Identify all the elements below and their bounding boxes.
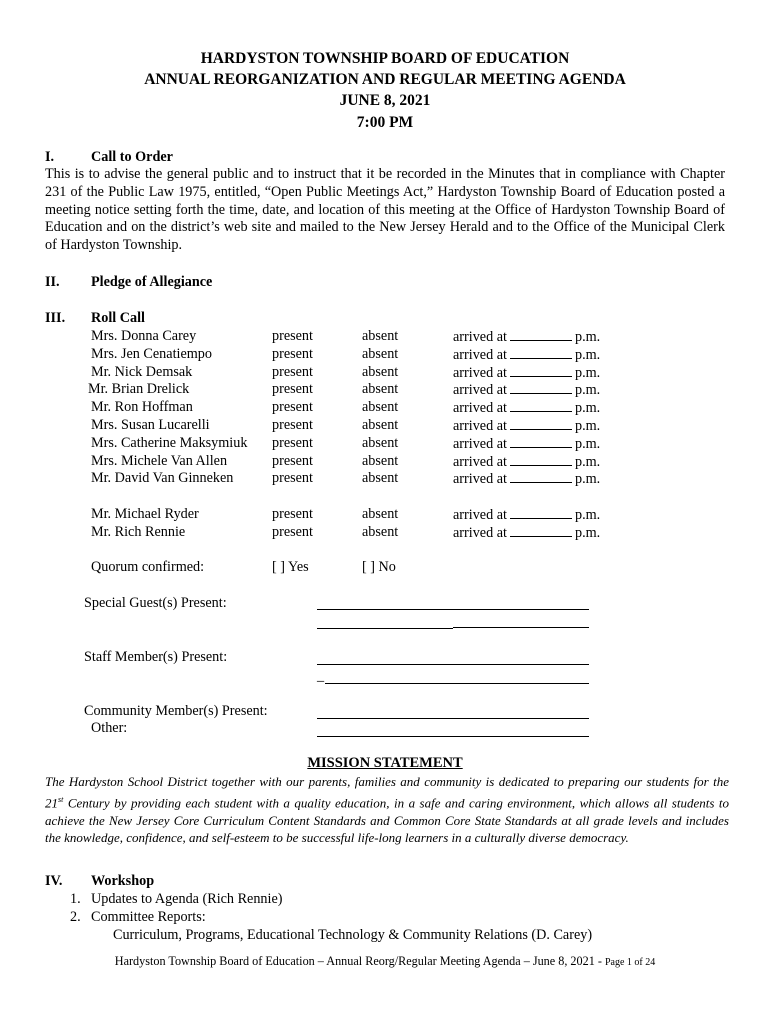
absent-option: absent — [362, 506, 399, 522]
present-option: present — [272, 417, 313, 433]
absent-option: absent — [362, 524, 399, 540]
special-guests-line — [453, 627, 589, 628]
present-option: present — [272, 381, 313, 398]
section-4-number: IV. — [45, 873, 63, 889]
present-option: present — [272, 524, 313, 540]
member-name: Mr. David Van Ginneken — [91, 470, 234, 487]
staff-members-line — [325, 683, 589, 684]
workshop-item-number: 1. — [70, 891, 81, 907]
absent-option: absent — [362, 452, 399, 469]
absent-option: absent — [362, 345, 399, 362]
quorum-no: [ ] No — [362, 559, 396, 575]
member-name: Mr. Ron Hoffman — [91, 399, 193, 416]
community-members-label: Community Member(s) Present: — [84, 703, 268, 719]
workshop-item-text: Committee Reports: — [91, 909, 206, 925]
present-option: present — [272, 328, 313, 344]
member-name: Mr. Nick Demsak — [91, 363, 193, 380]
meeting-date: JUNE 8, 2021 — [339, 92, 431, 109]
present-option: present — [272, 345, 313, 362]
arrived-at-field: arrived at p.m. — [453, 346, 601, 363]
arrived-at-field: arrived at p.m. — [453, 364, 601, 381]
special-guests-line — [317, 628, 453, 629]
arrived-at-field: arrived at p.m. — [453, 382, 601, 399]
section-1-title: Call to Order — [91, 149, 173, 165]
staff-members-line-prefix: _ — [317, 668, 325, 684]
special-guests-line — [317, 609, 453, 610]
member-name: Mrs. Susan Lucarelli — [91, 417, 210, 433]
arrived-at-field: arrived at p.m. — [453, 507, 601, 523]
mission-statement-title: MISSION STATEMENT — [307, 755, 463, 771]
meeting-time: 7:00 PM — [356, 114, 414, 131]
section-2-title: Pledge of Allegiance — [91, 274, 213, 290]
quorum-label: Quorum confirmed: — [91, 559, 205, 575]
present-option: present — [272, 470, 313, 487]
section-2-number: II. — [45, 274, 60, 290]
community-members-line — [317, 718, 589, 719]
arrived-at-field: arrived at p.m. — [453, 329, 601, 345]
quorum-yes: [ ] Yes — [272, 559, 309, 575]
staff-members-line — [317, 664, 589, 665]
present-option: present — [272, 399, 313, 416]
absent-option: absent — [362, 328, 399, 344]
present-option: present — [272, 434, 313, 451]
staff-members-label: Staff Member(s) Present: — [84, 649, 228, 665]
arrived-at-field: arrived at p.m. — [453, 418, 601, 434]
workshop-item-text: Updates to Agenda (Rich Rennie) — [91, 891, 283, 907]
absent-option: absent — [362, 363, 399, 380]
other-line — [317, 736, 589, 737]
present-option: present — [272, 506, 313, 522]
section-3-title: Roll Call — [91, 310, 145, 326]
member-name: Mr. Michael Ryder — [91, 506, 199, 522]
member-name: Mr. Brian Drelick — [88, 381, 190, 398]
page-number: Page 1 of 24 — [604, 957, 656, 968]
absent-option: absent — [362, 399, 399, 416]
absent-option: absent — [362, 381, 399, 398]
present-option: present — [272, 452, 313, 469]
member-name: Mrs. Catherine Maksymiuk — [91, 434, 248, 451]
member-name: Mr. Rich Rennie — [91, 524, 186, 540]
member-name: Mrs. Donna Carey — [91, 328, 197, 344]
member-name: Mrs. Michele Van Allen — [91, 452, 228, 469]
absent-option: absent — [362, 470, 399, 487]
arrived-at-field: arrived at p.m. — [453, 453, 601, 470]
workshop-item-number: 2. — [70, 909, 81, 925]
section-3-number: III. — [45, 310, 66, 326]
arrived-at-field: arrived at p.m. — [453, 525, 601, 541]
other-label: Other: — [91, 720, 128, 736]
section-4-title: Workshop — [91, 873, 155, 889]
present-option: present — [272, 363, 313, 380]
title-line-2: ANNUAL REORGANIZATION AND REGULAR MEETING AGENDA — [144, 71, 626, 88]
title-line-1: HARDYSTON TOWNSHIP BOARD OF EDUCATION — [200, 50, 570, 67]
special-guests-label: Special Guest(s) Present: — [84, 595, 227, 611]
arrived-at-field: arrived at p.m. — [453, 435, 601, 452]
absent-option: absent — [362, 434, 399, 451]
mission-statement-text: The Hardyston School District together with our parents, families and community is dedicated to preparing our students for the 21st Century by providing each student with a quality education, in a safe and caring environment, which allows all students to achieve the New Jersey Core Curriculum Content Standards and Common Core State Standards at all grade levels and includes the knowledge, confidence, and self-esteem to be successful life-long learners in a culturally diverse democracy. — [45, 774, 729, 846]
call-to-order-text: This is to advise the general public and to instruct that it be recorded in the Minutes that in compliance with Chapter 231 of the Public Law 1975, entitled, “Open Public Meetings Act,” Hardyston Township Board of Education posted a meeting notice setting forth the time, date, and location of this meeting at the Office of Hardyston Township Board of Education and on the district’s web site and mailed to the New Jersey Herald and to the Office of the Municipal Clerk of Hardyston Township. — [45, 166, 725, 254]
committee-report-line: Curriculum, Programs, Educational Technology & Community Relations (D. Carey) — [113, 927, 593, 943]
section-1-number: I. — [45, 149, 55, 165]
page-footer: Hardyston Township Board of Education – Annual Reorg/Regular Meeting Agenda – June 8, 2021 - Page 1 of 24 — [114, 954, 656, 968]
special-guests-line — [453, 609, 589, 610]
absent-option: absent — [362, 417, 399, 433]
arrived-at-field: arrived at p.m. — [453, 471, 601, 488]
member-name: Mrs. Jen Cenatiempo — [91, 345, 212, 362]
arrived-at-field: arrived at p.m. — [453, 400, 601, 417]
